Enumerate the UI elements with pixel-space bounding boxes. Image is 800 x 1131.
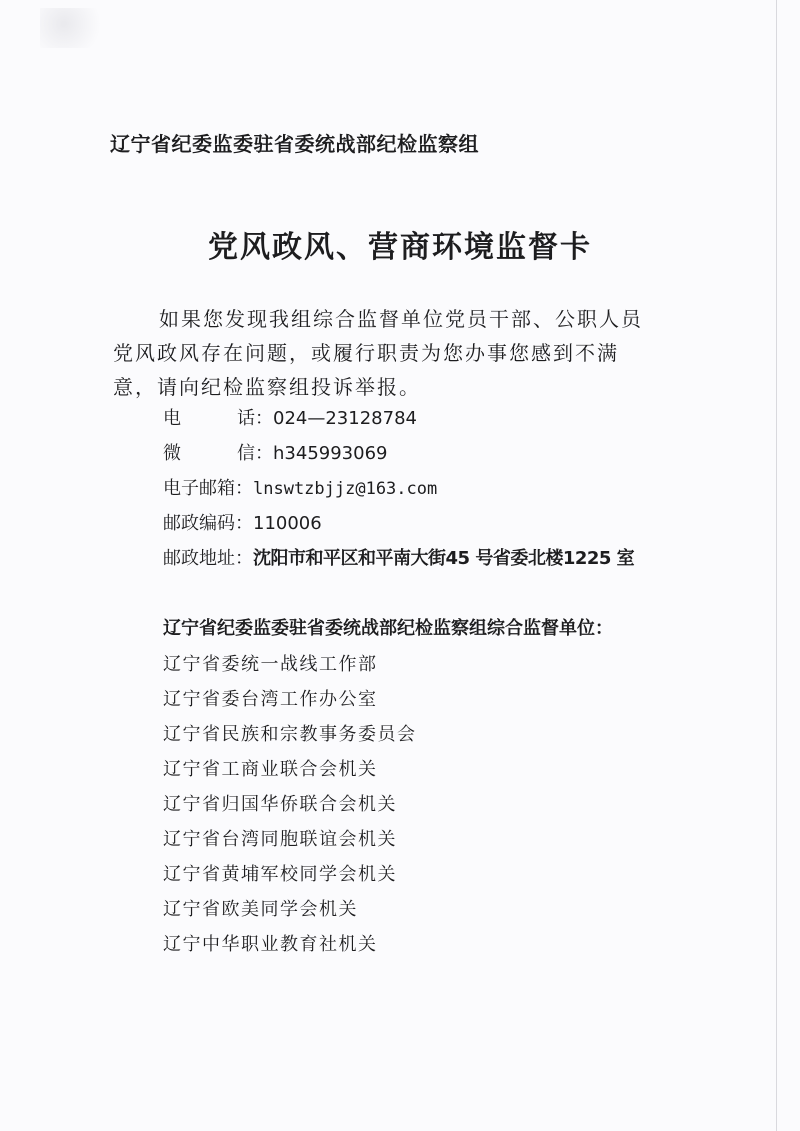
intro-paragraph: 如果您发现我组综合监督单位党员干部、公职人员党风政风存在问题，或履行职责为您办事您感到不满意，请向纪检监察组投诉举报。 (113, 307, 643, 399)
contact-row-postcode (163, 509, 683, 544)
postcode-value: 110006 (253, 513, 322, 534)
list-item: 辽宁省台湾同胞联谊会机关 (163, 829, 397, 850)
card-title: 党风政风、营商环境监督卡 (208, 230, 592, 265)
list-item: 辽宁省委台湾工作办公室 (163, 689, 378, 710)
list-item: 辽宁省黄埔军校同学会机关 (163, 864, 397, 885)
address-value: 沈阳市和平区和平南大街45 号省委北楼1225 室 (253, 548, 635, 569)
list-item: 辽宁省民族和宗教事务委员会 (163, 724, 417, 745)
scan-edge-line (776, 0, 777, 1131)
wechat-value: h345993069 (273, 443, 388, 464)
postcode-separator: ： (235, 513, 253, 534)
address-separator: ： (235, 548, 253, 569)
issuer-heading: 辽宁省纪委监委驻省委统战部纪检监察组 (110, 132, 479, 156)
list-item: 辽宁省归国华侨联合会机关 (163, 794, 397, 815)
units-heading: 辽宁省纪委监委驻省委统战部纪检监察组综合监督单位： (163, 618, 613, 639)
contact-row-wechat (163, 439, 683, 474)
contact-block (163, 404, 683, 579)
scan-noise-mark (40, 8, 120, 48)
list-item: 辽宁省委统一战线工作部 (163, 654, 378, 675)
postcode-label: 邮政编码 (163, 513, 235, 534)
list-item: 辽宁省工商业联合会机关 (163, 759, 378, 780)
phone-separator: ： (255, 408, 273, 429)
contact-row-email (163, 474, 683, 509)
contact-row-phone (163, 404, 683, 439)
email-value: lnswtzbjjz@163.com (253, 479, 438, 499)
list-item: 辽宁省欧美同学会机关 (163, 899, 358, 920)
list-item: 辽宁中华职业教育社机关 (163, 934, 378, 955)
address-label: 邮政地址 (163, 548, 235, 569)
phone-label: 电 话 (163, 408, 255, 429)
email-separator: ： (235, 478, 253, 499)
email-label: 电子邮箱 (163, 478, 235, 499)
contact-row-address (163, 544, 683, 579)
phone-value: 024—23128784 (273, 408, 417, 429)
wechat-label: 微 信 (163, 443, 255, 464)
wechat-separator: ： (255, 443, 273, 464)
units-list (163, 650, 417, 965)
